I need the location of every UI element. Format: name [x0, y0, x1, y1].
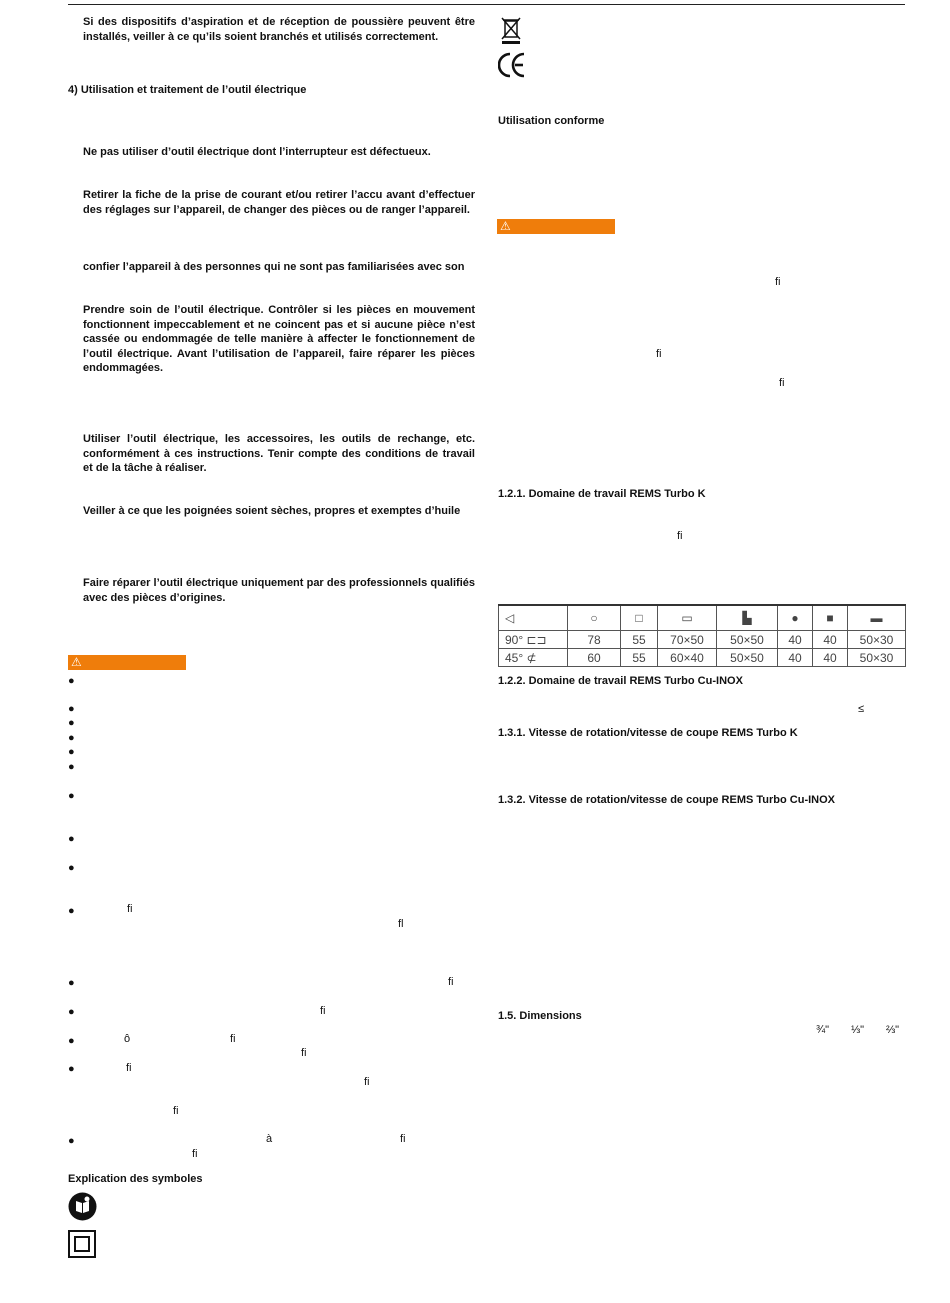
text-fragment: ﬁ: [775, 276, 781, 288]
table-cell: 55: [621, 649, 658, 667]
fraction-text: ⅓": [851, 1024, 865, 1036]
warning-bar-left: [68, 655, 186, 670]
list-bullet: ●: [68, 732, 75, 744]
text-fragment: ﬁ: [364, 1076, 370, 1088]
table-cell: 40: [813, 649, 848, 667]
paragraph-plug: Retirer la fiche de la prise de courant et/ou retirer l’accu avant d’effectuer des réglages sur l’appareil, de changer des pièces ou de ranger l’appareil.: [83, 189, 475, 216]
paragraph-switch: Ne pas utiliser d’outil électrique dont l’interrupteur est défectueux.: [83, 146, 431, 158]
text-fragment: ﬂ: [398, 918, 404, 930]
round-profile-icon: ○: [568, 605, 621, 631]
table-cell: 50×30: [848, 649, 906, 667]
angle-profile-icon: ▙: [717, 605, 778, 631]
list-bullet: ●: [68, 790, 75, 802]
text-fragment: ﬁ: [230, 1033, 236, 1045]
table-cell: 40: [778, 649, 813, 667]
text-fragment: ﬁ: [126, 1062, 132, 1074]
list-bullet: ●: [68, 1135, 75, 1147]
table-cell: 40: [778, 631, 813, 649]
warning-bar-right: [497, 219, 615, 234]
text-fragment: ﬁ: [656, 348, 662, 360]
list-bullet: ●: [68, 761, 75, 773]
list-bullet: ●: [68, 746, 75, 758]
list-bullet: ●: [68, 977, 75, 989]
weee-crossed-bin-icon: [499, 15, 523, 45]
text-fragment: ô: [124, 1033, 131, 1045]
paragraph-grips: Veiller à ce que les poignées soient sèches, propres et exemptes d’huile: [83, 505, 461, 517]
text-fragment: ﬁ: [320, 1005, 326, 1017]
rect-profile-icon: ▭: [658, 605, 717, 631]
table-cell: 55: [621, 631, 658, 649]
table-cell: 40: [813, 631, 848, 649]
text-fragment: à: [266, 1133, 273, 1145]
ce-mark-icon: [498, 52, 526, 78]
table-row: [499, 631, 906, 649]
paragraph-care: Prendre soin de l’outil électrique. Contrôler si les pièces en mouvement fonctionnent impeccablement et ne coincent pas et si aucune pièce n’est cassée ou endommagée de telle manière à affecter le fonctionnement de l’outil électrique. Avant l’utilisation de l’appareil, faire réparer les pièces endommagées.: [83, 304, 475, 374]
read-manual-icon: [68, 1192, 97, 1221]
list-bullet: ●: [68, 1035, 75, 1047]
fraction-text: ⅔": [886, 1024, 900, 1036]
heading-1-3-1: 1.3.1. Vitesse de rotation/vitesse de coupe REMS Turbo K: [498, 727, 798, 739]
text-fragment: ﬁ: [779, 377, 785, 389]
text-fragment: ﬁ: [400, 1133, 406, 1145]
square-profile-icon: □: [621, 605, 658, 631]
text-fragment: ﬁ: [301, 1047, 307, 1059]
paragraph-aspiration: Si des dispositifs d’aspiration et de réception de poussière peuvent être installés, veiller à ce qu’ils soient branchés et utilisés correctement.: [83, 16, 475, 43]
table-cell: 50×30: [848, 631, 906, 649]
list-bullet: ●: [68, 1006, 75, 1018]
table-cell: 45° ⊄: [499, 649, 568, 667]
section-4-heading: 4) Utilisation et traitement de l’outil électrique: [68, 84, 307, 96]
solid-square-icon: ■: [813, 605, 848, 631]
list-bullet: ●: [68, 833, 75, 845]
table-cell: 50×50: [717, 631, 778, 649]
symbols-heading: Explication des symboles: [68, 1173, 203, 1185]
angle-icon: ◁: [499, 605, 568, 631]
heading-1-2-1: 1.2.1. Domaine de travail REMS Turbo K: [498, 488, 706, 500]
text-fragment: ﬁ: [677, 530, 683, 542]
text-fragment: ﬁ: [127, 903, 133, 915]
fraction-text: ¾": [816, 1024, 830, 1036]
warning-icon: ⚠: [500, 219, 511, 233]
table-cell: 60×40: [658, 649, 717, 667]
text-fragment: ≤: [858, 703, 865, 715]
table-cell: 90° ⊏⊐: [499, 631, 568, 649]
table-row: [499, 649, 906, 667]
heading-1-3-2: 1.3.2. Vitesse de rotation/vitesse de coupe REMS Turbo Cu-INOX: [498, 794, 836, 806]
text-fragment: ﬁ: [173, 1105, 179, 1117]
heading-1-2-2: 1.2.2. Domaine de travail REMS Turbo Cu-INOX: [498, 675, 743, 687]
paragraph-use: Utiliser l’outil électrique, les accessoires, les outils de rechange, etc. conformément à ces instructions. Tenir compte des conditions de travail et de la tâche à réaliser.: [83, 433, 475, 474]
solid-round-icon: ●: [778, 605, 813, 631]
table-cell: 78: [568, 631, 621, 649]
table-header-row: [499, 605, 906, 631]
protection-class-ii-icon: [68, 1230, 96, 1258]
list-bullet: ●: [68, 703, 75, 715]
list-bullet: ●: [68, 675, 75, 687]
text-fragment: ﬁ: [448, 976, 454, 988]
warning-icon: ⚠: [71, 655, 82, 669]
table-cell: 60: [568, 649, 621, 667]
heading-1-5: 1.5. Dimensions: [498, 1010, 582, 1022]
paragraph-repair: Faire réparer l’outil électrique uniquement par des professionnels qualifiés avec des pièces d’origines.: [83, 577, 475, 604]
cutting-capacity-table: [498, 604, 906, 667]
list-bullet: ●: [68, 717, 75, 729]
text-fragment: ﬁ: [192, 1148, 198, 1160]
list-bullet: ●: [68, 1063, 75, 1075]
table-cell: 70×50: [658, 631, 717, 649]
list-bullet: ●: [68, 905, 75, 917]
table-cell: 50×50: [717, 649, 778, 667]
utilisation-heading: Utilisation conforme: [498, 115, 605, 127]
top-rule: [68, 4, 905, 5]
list-bullet: ●: [68, 862, 75, 874]
paragraph-confier: confier l’appareil à des personnes qui ne sont pas familiarisées avec son: [83, 261, 465, 273]
flat-bar-icon: ▬: [848, 605, 906, 631]
